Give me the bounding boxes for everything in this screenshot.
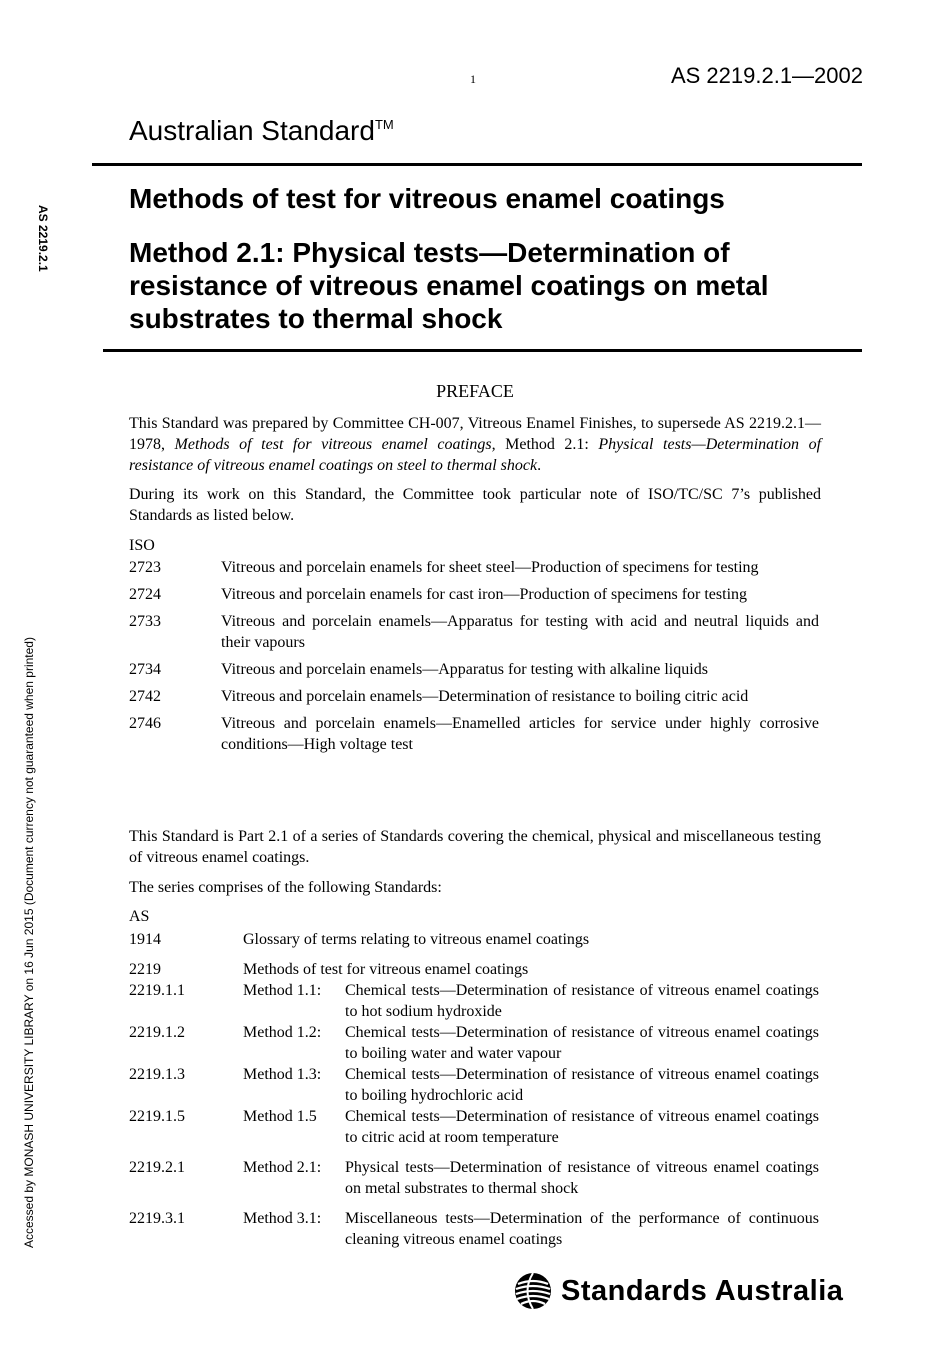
as-title: Chemical tests—Determination of resistance of vitreous enamel coatings to boiling water and water vapour xyxy=(345,1024,819,1062)
as-method: Method 1.5 xyxy=(243,1108,317,1125)
page-number: 1 xyxy=(470,72,476,86)
as-title: Chemical tests—Determination of resistance of vitreous enamel coatings to hot sodium hydroxide xyxy=(345,982,819,1020)
as-list-item xyxy=(129,959,819,980)
iso-heading: ISO xyxy=(129,537,155,554)
para1-method: Method 2.1: xyxy=(495,436,599,453)
as-list-item xyxy=(129,1157,819,1199)
logo-text: Standards Australia xyxy=(561,1274,844,1307)
para1-end: . xyxy=(537,457,542,474)
document-id: AS 2219.2.1—2002 xyxy=(670,63,863,88)
as-list-item xyxy=(129,1106,819,1148)
preface-paragraph-2: During its work on this Standard, the Committee took particular note of ISO/TC/SC 7’s published Standards as listed below. xyxy=(129,486,821,524)
iso-title: Vitreous and porcelain enamels—Apparatus for testing with acid and neutral liquids and their vapours xyxy=(221,613,819,651)
iso-title: Vitreous and porcelain enamels for cast iron—Production of specimens for testing xyxy=(221,586,748,603)
preface-paragraph-1 xyxy=(129,413,821,476)
as-method: Method 2.1: xyxy=(243,1159,322,1176)
as-list-item xyxy=(129,929,819,950)
standards-australia-globe-icon xyxy=(514,1272,552,1310)
iso-list-item xyxy=(129,557,819,578)
bottom-rule xyxy=(103,349,862,352)
standard-label-text: Australian Standard xyxy=(129,115,375,146)
preface-paragraph-3: This Standard is Part 2.1 of a series of Standards covering the chemical, physical and miscellaneous testing of vitreous enamel coatings. xyxy=(129,828,821,866)
as-list-item xyxy=(129,1208,819,1250)
as-number: 2219.1.1 xyxy=(129,982,185,999)
iso-number: 2724 xyxy=(129,586,161,603)
as-number: 2219.2.1 xyxy=(129,1159,185,1176)
standard-label xyxy=(129,115,394,147)
series-title: Methods of test for vitreous enamel coatings xyxy=(129,183,725,214)
iso-title: Vitreous and porcelain enamels—Determination of resistance to boiling citric acid xyxy=(221,688,749,705)
preface-heading: PREFACE xyxy=(436,381,514,401)
para1-method-title: Physical tests—Determination of resistance of vitreous enamel coatings on steel to thermal shock xyxy=(129,436,822,474)
top-rule xyxy=(92,163,862,166)
iso-title: Vitreous and porcelain enamels—Enamelled articles for service under highly corrosive conditions—High voltage test xyxy=(221,715,819,753)
as-list-item xyxy=(129,1064,819,1106)
iso-title: Vitreous and porcelain enamels for sheet steel—Production of specimens for testing xyxy=(221,559,759,576)
para1-series-title: Methods of test for vitreous enamel coatings, xyxy=(174,436,496,453)
as-list-item xyxy=(129,980,819,1022)
as-title: Physical tests—Determination of resistance of vitreous enamel coatings on metal substrates to thermal shock xyxy=(345,1159,819,1197)
as-list-item xyxy=(129,1022,819,1064)
side-document-code: AS 2219.2.1 xyxy=(36,205,50,272)
as-list xyxy=(129,929,819,1250)
as-title: Chemical tests—Determination of resistance of vitreous enamel coatings to citric acid at room temperature xyxy=(345,1108,819,1146)
iso-list-item xyxy=(129,713,819,755)
as-number: 2219.1.5 xyxy=(129,1108,185,1125)
iso-title: Vitreous and porcelain enamels—Apparatus for testing with alkaline liquids xyxy=(221,661,708,678)
para1-text: This Standard was prepared by Committee CH-007, Vitreous Enamel Finishes, to supersede AS 2219.2.1—1978, xyxy=(129,415,821,453)
iso-list-item xyxy=(129,686,819,707)
as-method: Method 3.1: xyxy=(243,1210,322,1227)
as-number: 1914 xyxy=(129,931,161,948)
access-watermark: Accessed by MONASH UNIVERSITY LIBRARY on 16 Jun 2015 (Document currency not guaranteed when printed) xyxy=(22,637,36,1248)
standards-australia-logo xyxy=(514,1272,843,1310)
preface-paragraph-4: The series comprises of the following Standards: xyxy=(129,879,442,896)
as-heading: AS xyxy=(129,908,150,925)
as-number: 2219.1.3 xyxy=(129,1066,185,1083)
as-title: Glossary of terms relating to vitreous enamel coatings xyxy=(243,931,590,948)
as-title: Methods of test for vitreous enamel coatings xyxy=(243,961,529,978)
iso-number: 2742 xyxy=(129,688,161,705)
as-title: Chemical tests—Determination of resistance of vitreous enamel coatings to boiling hydrochloric acid xyxy=(345,1066,819,1104)
as-number: 2219.3.1 xyxy=(129,1210,185,1227)
as-number: 2219 xyxy=(129,961,161,978)
iso-number: 2746 xyxy=(129,715,161,732)
as-method: Method 1.1: xyxy=(243,982,322,999)
iso-list xyxy=(129,557,819,761)
as-number: 2219.1.2 xyxy=(129,1024,185,1041)
iso-list-item xyxy=(129,584,819,605)
method-title: Method 2.1: Physical tests—Determination of resistance of vitreous enamel coatings on metal substrates to thermal shock xyxy=(129,237,769,334)
iso-number: 2733 xyxy=(129,613,161,630)
iso-number: 2723 xyxy=(129,559,161,576)
as-method: Method 1.3: xyxy=(243,1066,322,1083)
as-method: Method 1.2: xyxy=(243,1024,322,1041)
trademark-mark: TM xyxy=(374,117,394,132)
iso-list-item xyxy=(129,659,819,680)
iso-number: 2734 xyxy=(129,661,161,678)
iso-list-item xyxy=(129,611,819,653)
as-title: Miscellaneous tests—Determination of the performance of continuous cleaning vitreous enamel coatings xyxy=(345,1210,819,1248)
